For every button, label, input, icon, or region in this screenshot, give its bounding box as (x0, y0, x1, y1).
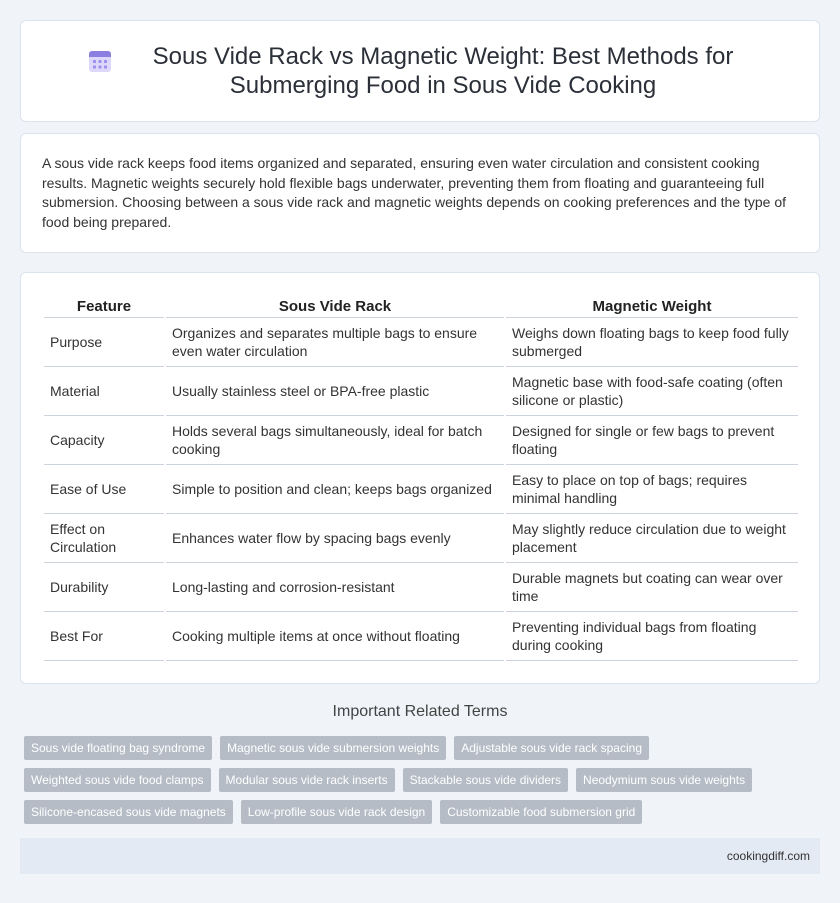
rack-cell: Organizes and separates multiple bags to ensure even water circulation (166, 318, 504, 367)
page-title: Sous Vide Rack vs Magnetic Weight: Best Methods for Submerging Food in Sous Vide Cooking (152, 43, 734, 99)
feature-cell: Best For (44, 612, 164, 661)
weight-cell: Durable magnets but coating can wear over time (506, 563, 798, 612)
rack-cell: Cooking multiple items at once without floating (166, 612, 504, 661)
comparison-table (42, 293, 800, 661)
related-tag[interactable]: Silicone-encased sous vide magnets (24, 800, 233, 824)
footer (20, 838, 820, 874)
calendar-icon (87, 48, 113, 74)
header-magnetic-weight: Magnetic Weight (506, 293, 798, 318)
table-row (44, 465, 798, 514)
tag-row (24, 736, 824, 760)
footer-site[interactable]: cookingdiff.com (726, 849, 810, 863)
related-tag[interactable]: Weighted sous vide food clamps (24, 768, 211, 792)
table-row (44, 416, 798, 465)
table-header-row (44, 293, 798, 318)
weight-cell: Magnetic base with food-safe coating (often silicone or plastic) (506, 367, 798, 416)
rack-cell: Enhances water flow by spacing bags evenly (166, 514, 504, 563)
related-tag[interactable]: Adjustable sous vide rack spacing (454, 736, 649, 760)
rack-cell: Holds several bags simultaneously, ideal for batch cooking (166, 416, 504, 465)
rack-cell: Simple to position and clean; keeps bags organized (166, 465, 504, 514)
related-tag[interactable]: Magnetic sous vide submersion weights (220, 736, 446, 760)
table-row (44, 612, 798, 661)
title-card (20, 20, 820, 122)
header-sous-vide-rack: Sous Vide Rack (166, 293, 504, 318)
weight-cell: May slightly reduce circulation due to weight placement (506, 514, 798, 563)
related-terms-title: Important Related Terms (332, 703, 508, 720)
rack-cell: Long-lasting and corrosion-resistant (166, 563, 504, 612)
feature-cell: Ease of Use (44, 465, 164, 514)
related-tag[interactable]: Neodymium sous vide weights (576, 768, 752, 792)
rack-cell: Usually stainless steel or BPA-free plastic (166, 367, 504, 416)
feature-cell: Durability (44, 563, 164, 612)
weight-cell: Designed for single or few bags to prevent floating (506, 416, 798, 465)
table-row (44, 367, 798, 416)
weight-cell: Easy to place on top of bags; requires minimal handling (506, 465, 798, 514)
table-row (44, 563, 798, 612)
related-tag[interactable]: Sous vide floating bag syndrome (24, 736, 212, 760)
feature-cell: Capacity (44, 416, 164, 465)
feature-cell: Effect on Circulation (44, 514, 164, 563)
intro-card (20, 133, 820, 253)
intro-text: A sous vide rack keeps food items organized and separated, ensuring even water circulation and consistent cooking results. Magnetic weights securely hold flexible bags underwater, preventing them from floating and guaranteeing full submersion. Choosing between a sous vide rack and magnetic weights depends on cooking preferences and the type of food being prepared. (42, 155, 787, 230)
related-tag[interactable]: Customizable food submersion grid (440, 800, 642, 824)
comparison-card (20, 272, 820, 684)
title-row (87, 42, 753, 100)
header-feature: Feature (44, 293, 164, 318)
feature-cell: Purpose (44, 318, 164, 367)
related-tag[interactable]: Low-profile sous vide rack design (241, 800, 432, 824)
tag-row (24, 768, 824, 792)
weight-cell: Preventing individual bags from floating during cooking (506, 612, 798, 661)
related-tag[interactable]: Modular sous vide rack inserts (219, 768, 395, 792)
tag-row (24, 800, 824, 824)
weight-cell: Weighs down floating bags to keep food fully submerged (506, 318, 798, 367)
table-row (44, 514, 798, 563)
related-tag[interactable]: Stackable sous vide dividers (403, 768, 568, 792)
related-terms (24, 736, 824, 832)
table-row (44, 318, 798, 367)
feature-cell: Material (44, 367, 164, 416)
